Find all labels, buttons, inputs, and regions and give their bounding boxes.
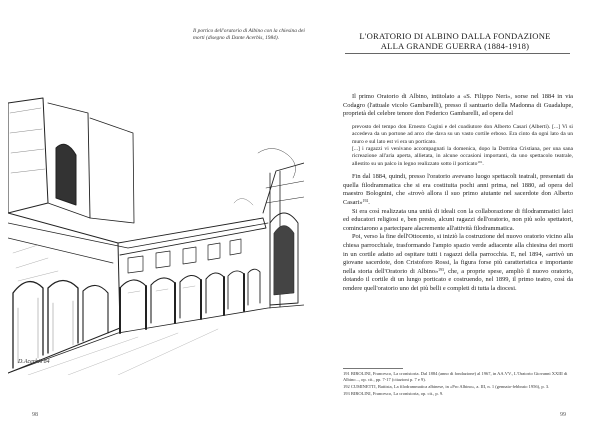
quote-paragraph: prevosto del tempo don Ernesto Cugini e del coadiutore don Alberto Casari (Alberti). [...] Vi si accedeva da un portone ad arco che dava su un vasto cortile erboso. Era cinto da ogni lato da un muro e sul lato est vi era un porticato.: [352, 123, 573, 145]
footnotes-rule: [343, 368, 403, 369]
paragraph: Si era così realizzata una unità di ideali con la collaborazione di filodrammatici laici ed educatori religiosi e, ben presto, alcuni ragazzi dell'oratorio, non più solo spettatori, cominciarono a partecipare alacremente all'attività filodrammatica.: [343, 207, 573, 232]
figure-caption: Il portico dell'oratorio di Albino con la chiesina dei morti (disegno di Dante Acerbis, 1984).: [193, 28, 305, 41]
footnote: 192 CUMINETTI, Battista, La filodrammatica albinese, in «Pro Albino», a. III, n. 1 (gennaio-febbraio 1956), p. 3.: [343, 384, 550, 389]
footnote: 191 BIROLINI, Francesco, La cronistoria. Dal 1884 (anno di fondazione) al 1967, in AA.VV., L'Oratorio Giovanni XXIII di Albino..., op. cit., pp. 7-17 (citazioni p. 7 e 9).: [343, 371, 568, 382]
chapter-title-line2: ALLA GRANDE GUERRA (1884-1918): [380, 41, 530, 51]
title-rule: [345, 53, 570, 54]
footnotes: [343, 371, 573, 398]
paragraph: Fin dal 1884, quindi, presso l'oratorio avevano luogo spettacoli teatrali, presentati da quella filodrammatica che si era costituita pochi anni prima, nel 1880, ad opera del maestro Bolognini, che «trovò allora il suo primo aiutante nel sacerdote don Alberto Casari»$^{192}$.: [343, 173, 573, 206]
footnote-ref: 191: [477, 159, 483, 164]
page-number-right: 99: [560, 412, 566, 418]
footnote-ref: 192: [362, 199, 369, 203]
footnote-ref: 193: [438, 267, 444, 272]
sketch-signature: D.Acerbis 84: [18, 359, 50, 365]
portico-sketch-illustration: [8, 93, 304, 375]
paragraph: Il primo Oratorio di Albino, intitolato a «S. Filippo Neri», sorse nel 1884 in via Codagro (l'attuale vicolo Gambarelli), presso il santuario della Madonna di Guadalupe, proprietà del celebre tenore don Federico Gambarelli, ad opera del: [343, 93, 573, 118]
chapter-title: [340, 31, 570, 51]
body-text: [343, 93, 573, 294]
quote-paragraph: [...] i ragazzi vi venivano accompagnati la domenica, dopo la Dottrina Cristiana, per una sana ricreazione all'aria aperta, allietata, in alcune occasioni importanti, da uno spettacolo teatrale, allestito su un palco in legno realizzato sotto il porticato$^{191}$.: [352, 146, 573, 167]
block-quote: [352, 124, 573, 168]
page-number-left: 98: [32, 412, 38, 418]
footnote: 193 BIROLINI, Francesco, La cronistoria, op. cit., p. 9.: [343, 391, 444, 396]
chapter-title-line1: L'ORATORIO DI ALBINO DALLA FONDAZIONE: [359, 31, 551, 41]
paragraph: Poi, verso la fine dell'Ottocento, si iniziò la costruzione del nuovo oratorio vicino alla chiesa parrocchiale, trasformando l'ampio spazio verde adiacente alla chiesina dei morti in un cortile adatto ad ospitare tutti i ragazzi della parrocchia. E, nel 1894, «arrivò un giovane sacerdote, don Cristoforo Rossi, la figura forse più caratteristica e importante nella storia dell'Oratorio di Albino»$^{193}$, che, a proprie spese, ampliò il nuovo oratorio, dotando il cortile di un lungo porticato e costruendo, nel 1899, il primo teatro, così da rendere quell'oratorio uno dei più belli e completi di tutta la diocesi.: [343, 233, 573, 292]
